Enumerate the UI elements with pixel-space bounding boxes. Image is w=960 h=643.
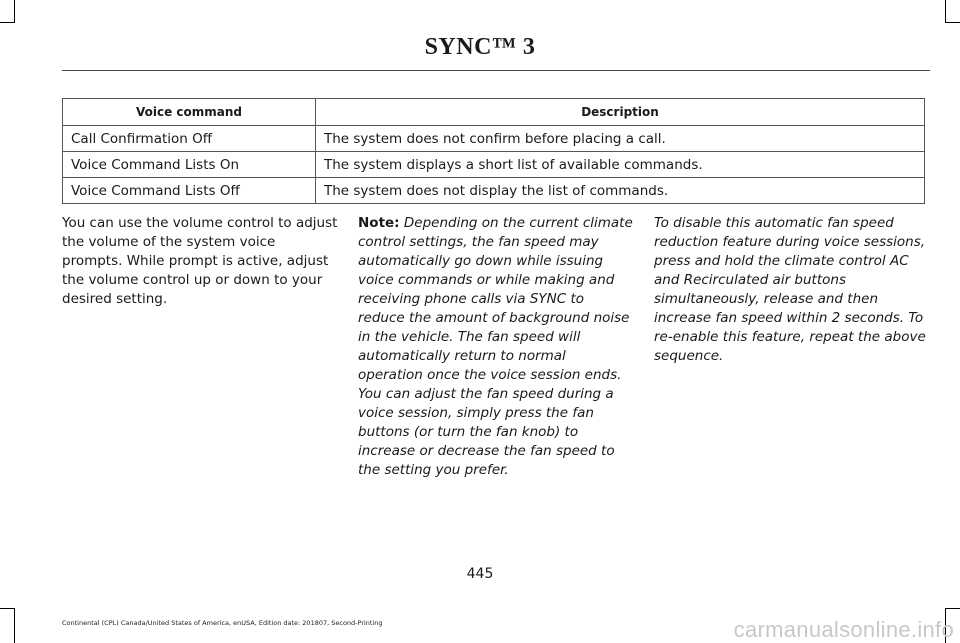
fan-speed-paragraph: To disable this automatic fan speed reduction feature during voice sessions, press and hold the climate control AC and Recirculated air buttons simultaneously, release and then increase fan speed within 2 seconds. To re-enable this feature, repeat the above sequence.	[654, 215, 926, 364]
column-header-voice-command: Voice command	[63, 99, 316, 126]
page-number: 445	[466, 566, 494, 582]
watermark: carmanualsonline.info	[733, 617, 954, 642]
table-row	[63, 126, 925, 152]
body-column-1	[62, 214, 338, 309]
note-text: Depending on the current climate control settings, the fan speed may automatically go down while issuing voice commands or while making and receiving phone calls via SYNC to reduce the amount of background noise in the vehicle. The fan speed will automatically return to normal operation once the voice session ends. You can adjust the fan speed during a voice session, simply press the fan buttons (or turn the fan knob) to increase or decrease the fan speed to the setting you prefer.	[358, 215, 633, 478]
crop-mark-top-left-h	[0, 22, 15, 23]
crop-mark-top-right-v	[945, 0, 946, 22]
crop-mark-bottom-right-h	[945, 608, 960, 609]
crop-mark-top-right-h	[945, 22, 960, 23]
footer-edition-text: Continental (CPL) Canada/United States of America, enUSA, Edition date: 201807, Second-Printing	[62, 619, 383, 627]
crop-mark-bottom-left-h	[0, 608, 15, 609]
column-header-description: Description	[316, 99, 925, 126]
body-column-2	[358, 214, 634, 480]
table-cell-description: The system does not confirm before placing a call.	[316, 126, 925, 152]
table-cell-command: Voice Command Lists On	[63, 152, 316, 178]
table-cell-description: The system displays a short list of available commands.	[316, 152, 925, 178]
body-column-3	[654, 214, 930, 366]
table-cell-description: The system does not display the list of commands.	[316, 178, 925, 204]
table-header-row	[63, 99, 925, 126]
table-row	[63, 178, 925, 204]
note-paragraph	[358, 214, 634, 480]
header-divider	[62, 70, 930, 71]
volume-paragraph: You can use the volume control to adjust the volume of the system voice prompts. While prompt is active, adjust the volume control up or down to your desired setting.	[62, 215, 338, 307]
voice-command-table	[62, 98, 925, 204]
page-title: SYNC™ 3	[424, 34, 536, 60]
table-cell-command: Call Confirmation Off	[63, 126, 316, 152]
table-row	[63, 152, 925, 178]
crop-mark-top-left-v	[14, 0, 15, 22]
table-cell-command: Voice Command Lists Off	[63, 178, 316, 204]
crop-mark-bottom-left-v	[14, 608, 15, 643]
note-label: Note:	[358, 215, 400, 231]
